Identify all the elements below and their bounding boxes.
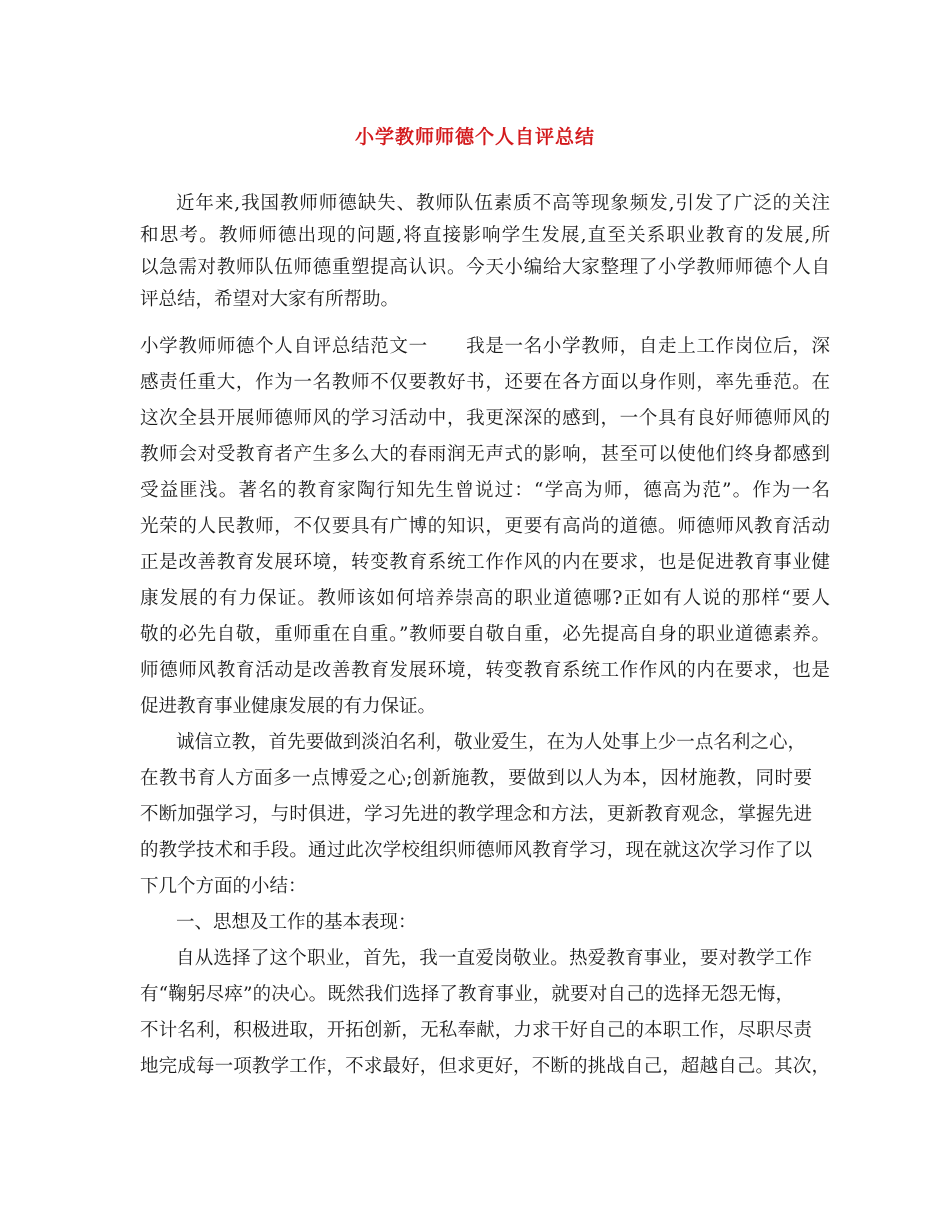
text-line: 不计名利，积极进取，开拓创新，无私奉献，力求干好自己的本职工作，尽职尽责 xyxy=(140,1020,812,1041)
text-line: 评总结，希望对大家有所帮助。 xyxy=(140,289,400,310)
text-line: 感责任重大，作为一名教师不仅要教好书，还要在各方面以身作则，率先垂范。在 xyxy=(140,372,830,393)
section-heading: 一、思想及工作的基本表现： xyxy=(176,912,417,933)
text-line: 促进教育事业健康发展的有力保证。 xyxy=(140,696,437,717)
text-line: 近年来,我国教师师德缺失、教师队伍素质不高等现象频发,引发了广泛的关注 xyxy=(176,193,830,214)
text-line: 敬的必先自敬，重师重在自重。”教师要自敬自重，必先提高自身的职业道德素养。 xyxy=(140,624,830,645)
text-line: 光荣的人民教师，不仅要具有广博的知识，更要有高尚的道德。师德师风教育活动 xyxy=(140,516,830,537)
document-title: 小学教师师德个人自评总结 xyxy=(354,126,595,148)
text-line: 康发展的有力保证。教师该如何培养崇高的职业道德哪?正如有人说的那样“要人 xyxy=(140,588,830,609)
text-line: 自从选择了这个职业，首先，我一直爱岗敬业。热爱教育事业，要对教学工作 xyxy=(176,948,812,969)
text-line: 有“鞠躬尽瘁”的决心。既然我们选择了教育事业，就要对自己的选择无怨无悔， xyxy=(140,984,794,1005)
text-line: 正是改善教育发展环境，转变教育系统工作作风的内在要求，也是促进教育事业健 xyxy=(140,552,830,573)
text-line: 受益匪浅。著名的教育家陶行知先生曾说过：“学高为师，德高为范”。作为一名 xyxy=(140,480,830,501)
text-line: 在教书育人方面多一点博爱之心;创新施教，要做到以人为本，因材施教，同时要 xyxy=(140,768,812,789)
text-line: 地完成每一项教学工作，不求最好，但求更好，不断的挑战自己，超越自己。其次， xyxy=(140,1056,830,1077)
text-line: 这次全县开展师德师风的学习活动中，我更深深的感到，一个具有良好师德师风的 xyxy=(140,408,830,429)
text-line: 的教学技术和手段。通过此次学校组织师德师风教育学习，现在就这次学习作了以 xyxy=(140,840,812,861)
text-line: 师德师风教育活动是改善教育发展环境，转变教育系统工作作风的内在要求，也是 xyxy=(140,660,830,681)
text-line: 小学教师师德个人自评总结范文一 我是一名小学教师，自走上工作岗位后，深 xyxy=(140,336,830,357)
text-line: 下几个方面的小结： xyxy=(140,876,307,897)
text-line: 不断加强学习，与时俱进，学习先进的教学理念和方法，更新教育观念，掌握先进 xyxy=(140,804,812,825)
text-line: 诚信立教，首先要做到淡泊名利，敬业爱生，在为人处事上少一点名利之心， xyxy=(176,732,806,753)
text-line: 教师会对受教育者产生多么大的春雨润无声式的影响，甚至可以使他们终身都感到 xyxy=(140,444,830,465)
text-line: 以急需对教师队伍师德重塑提高认识。今天小编给大家整理了小学教师师德个人自 xyxy=(140,257,830,278)
text-line: 和思考。教师师德出现的问题,将直接影响学生发展,直至关系职业教育的发展,所 xyxy=(140,225,830,246)
